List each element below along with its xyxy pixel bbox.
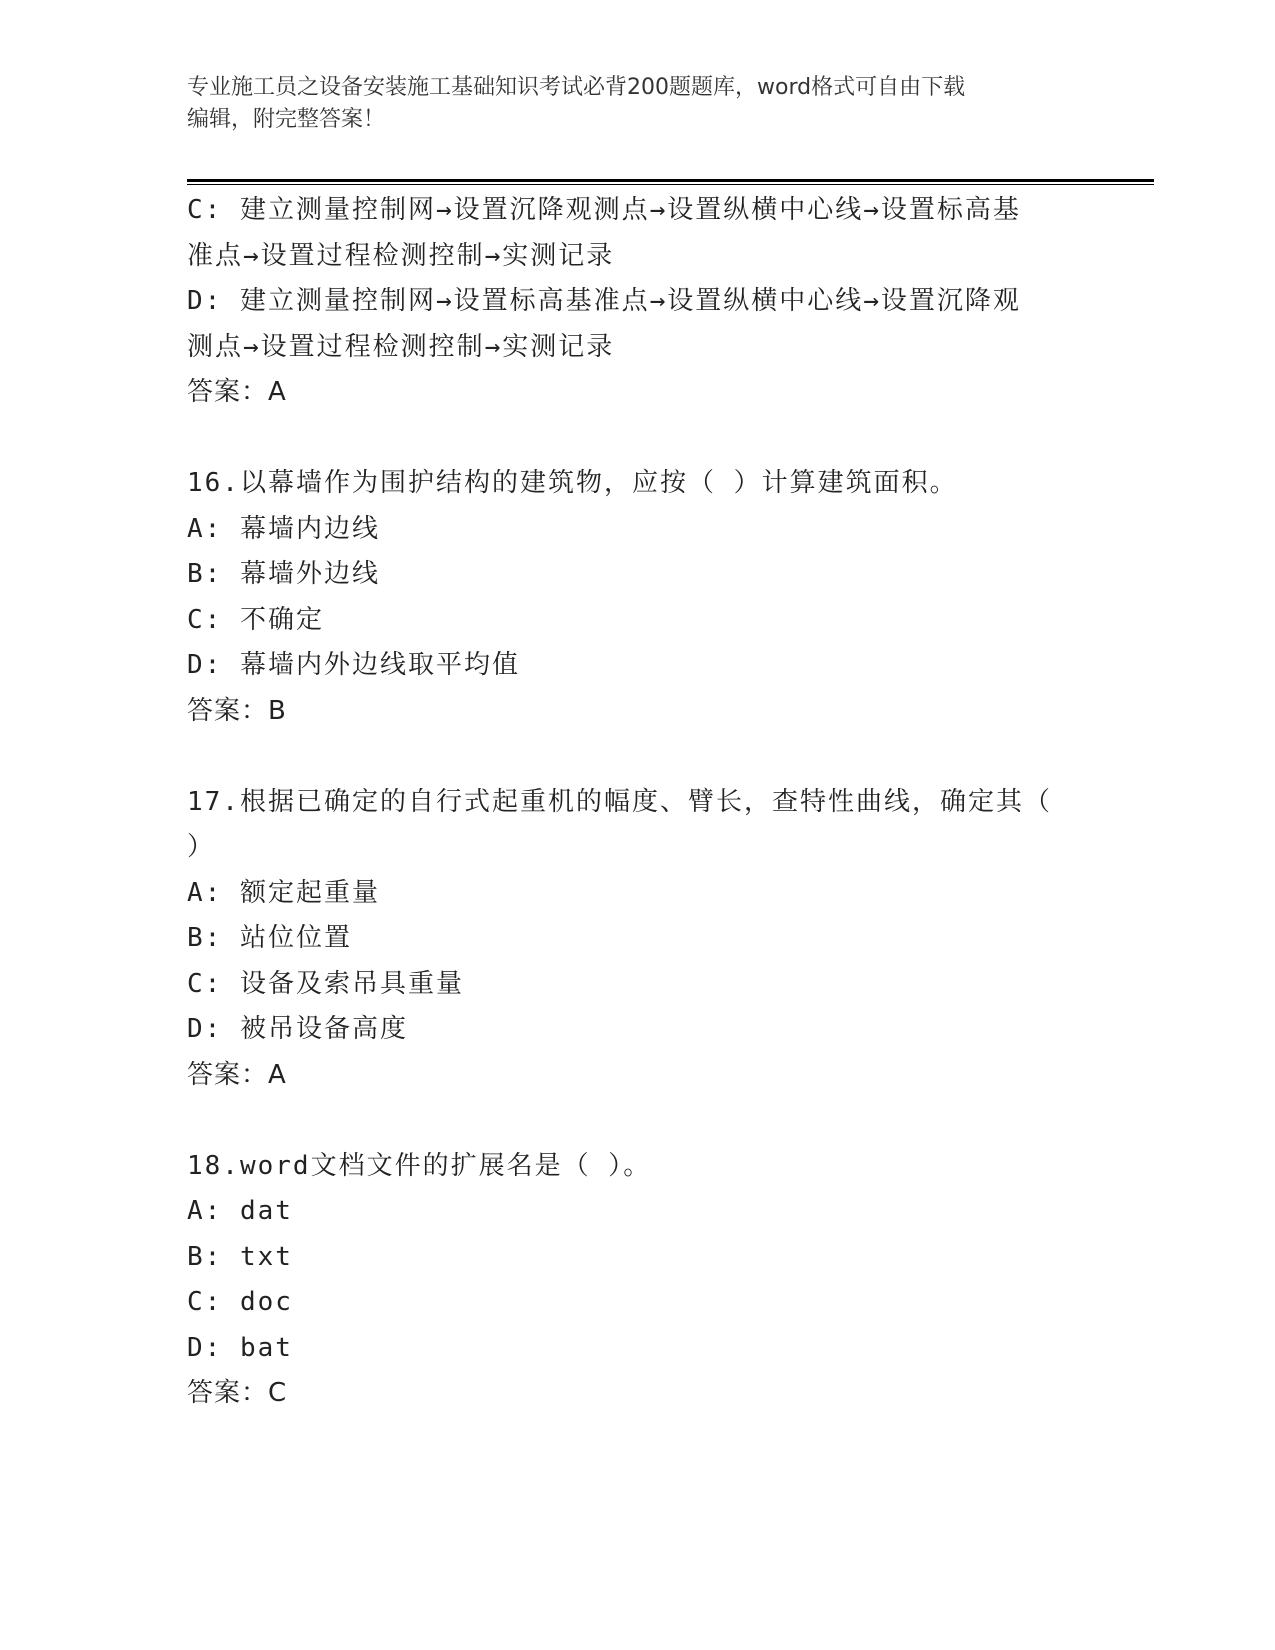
option-b: B: txt <box>187 1241 293 1272</box>
spacer <box>187 1098 1087 1144</box>
question-stem: 16.以幕墙作为围护结构的建筑物，应按（ ）计算建筑面积。 <box>187 468 958 498</box>
question-15-continued <box>187 188 1087 416</box>
option-c: C: doc <box>187 1287 293 1317</box>
option-d-line-2: 测点→设置过程检测控制→实测记录 <box>187 331 615 362</box>
spacer <box>187 416 1087 462</box>
answer-line: 答案：C <box>187 1378 288 1408</box>
question-stem: 18.word文档文件的扩展名是（ ）。 <box>187 1150 652 1181</box>
answer-line: 答案：B <box>187 695 287 726</box>
option-b: B: 幕墙外边线 <box>187 559 380 589</box>
question-stem-continued: ） <box>187 832 216 862</box>
answer-line: 答案：A <box>187 1059 287 1090</box>
option-d: D: 幕墙内外边线取平均值 <box>187 650 520 680</box>
header-title-line-1: 专业施工员之设备安装施工基础知识考试必背200题题库，word格式可自由下载 <box>187 75 966 100</box>
option-a: A: 幕墙内边线 <box>187 513 380 544</box>
option-d: D: bat <box>187 1332 293 1363</box>
option-c: C: 不确定 <box>187 604 324 635</box>
option-c-line-2: 准点→设置过程检测控制→实测记录 <box>187 240 615 271</box>
option-d: D: 被吊设备高度 <box>187 1014 408 1044</box>
option-b: B: 站位位置 <box>187 923 352 953</box>
question-17 <box>187 780 1087 1099</box>
question-18 <box>187 1144 1087 1417</box>
answer-line: 答案：A <box>187 377 287 407</box>
document-header <box>187 72 1067 136</box>
option-c-line-1: C: 建立测量控制网→设置沉降观测点→设置纵横中心线→设置标高基 <box>187 195 1021 225</box>
option-a: A: dat <box>187 1196 293 1226</box>
header-divider-thin <box>187 184 1154 185</box>
question-16 <box>187 461 1087 734</box>
option-d-line-1: D: 建立测量控制网→设置标高基准点→设置纵横中心线→设置沉降观 <box>187 286 1021 316</box>
question-list <box>187 188 1087 1417</box>
option-c: C: 设备及索吊具重量 <box>187 968 464 999</box>
option-a: A: 额定起重量 <box>187 877 380 908</box>
header-divider-thick <box>187 179 1154 182</box>
spacer <box>187 734 1087 780</box>
question-stem: 17.根据已确定的自行式起重机的幅度、臂长，查特性曲线，确定其（ <box>187 786 1052 817</box>
header-title-line-2: 编辑，附完整答案！ <box>187 107 386 132</box>
